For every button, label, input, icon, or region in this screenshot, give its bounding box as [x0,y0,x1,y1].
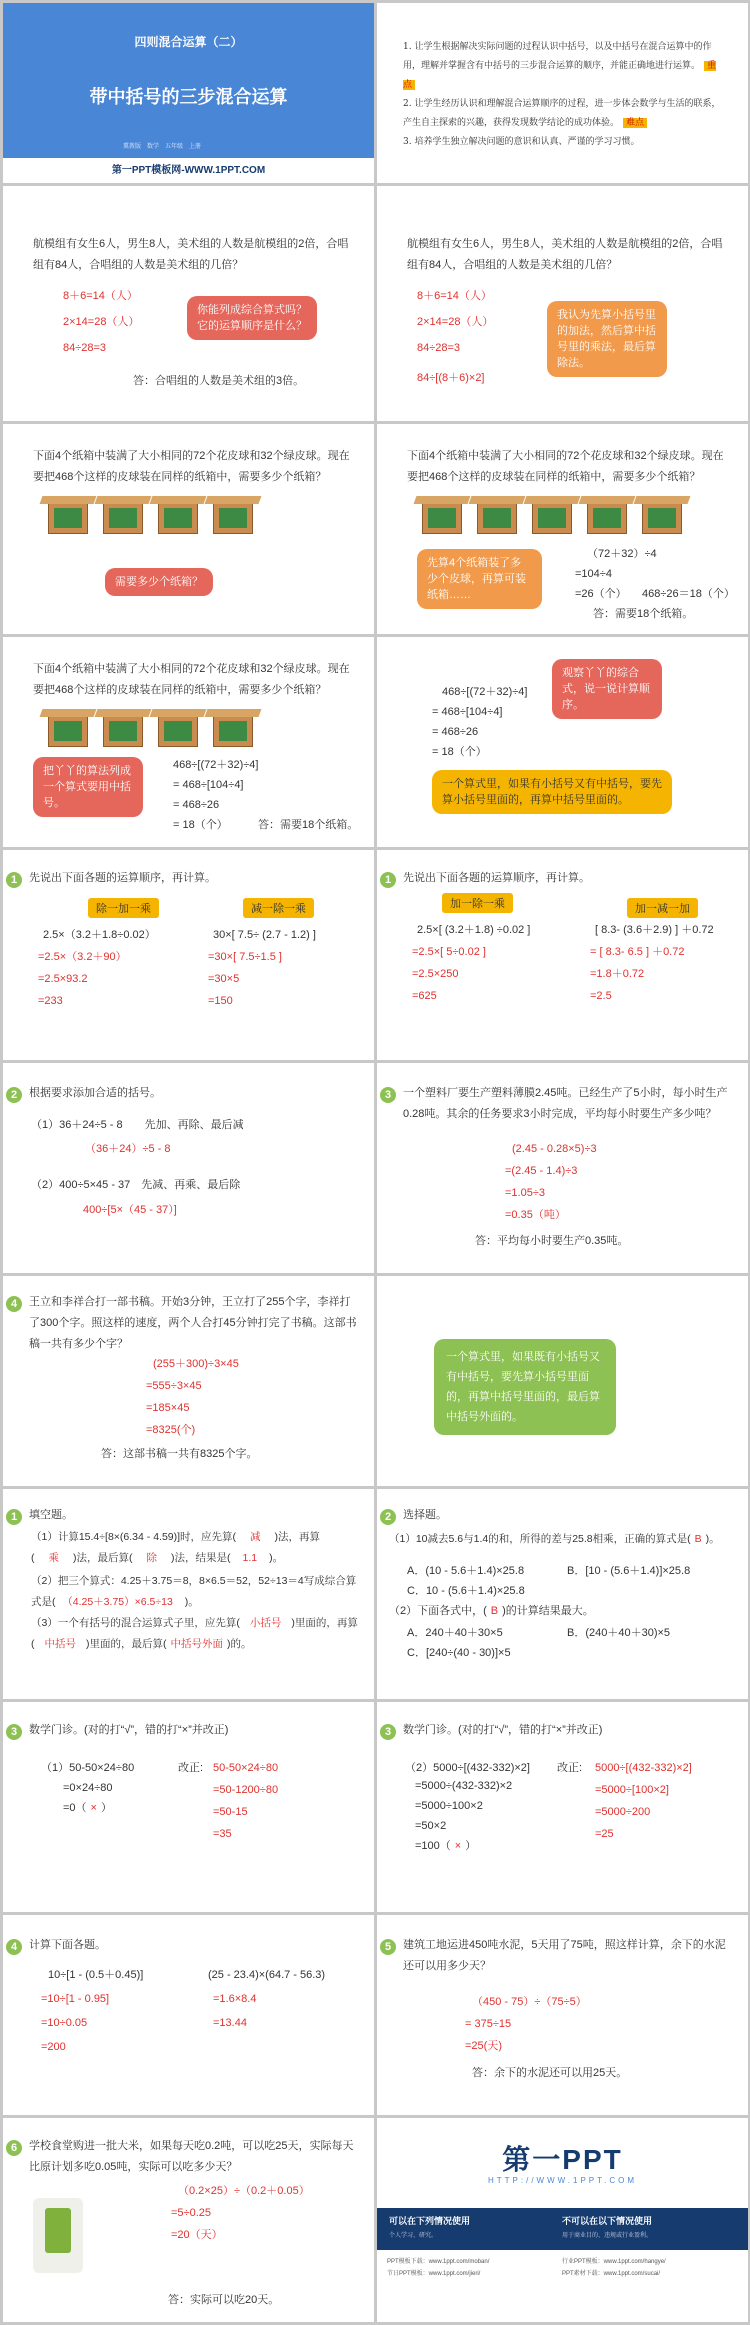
step-3: =26（个） [575,588,627,600]
step-3: =185×45 [146,1402,190,1414]
brand-url[interactable]: HTTP://WWW.1PPT.COM [488,2176,637,2185]
link-1[interactable]: PPT模板下载：www.1ppt.com/moban/ [387,2259,490,2265]
problem-text: 航模组有女生6人，男生8人，美术组的人数是航模组的2倍，合唱组有84人，合唱组的人数是美术组的几倍？ [33,238,349,271]
expr-b-step: =1.6×8.4 [213,1993,257,2005]
answer-text: 答：平均每小时要生产0.35吨。 [475,1235,629,1247]
expr-a-step: =10÷0.05 [41,2017,88,2029]
wrong-step: =5000÷(432-332)×2 [415,1780,513,1792]
option-b[interactable]: B．[10 - (5.6＋1.4)]×25.8 [567,1565,691,1577]
step-4: = 18（个） [173,819,228,831]
step-1: （0.2×25）÷（0.2＋0.05） [178,2185,310,2197]
step-3: =20（天） [171,2229,223,2241]
subtitle-top: 四则混合运算（二） [134,35,243,49]
item-1: （1）36＋24÷5 - 8 先加、再除、最后减 [31,1119,244,1131]
step-1: 8＋6=14（人） [63,290,138,302]
option-a[interactable]: A．240＋40＋30×5 [407,1627,503,1639]
exercise1b-slide [377,850,748,1060]
quiz-fill-slide [3,1489,374,1699]
step-2: = 375÷15 [465,2018,512,2030]
title-slide [3,3,374,183]
exercise-number: 3 [380,1724,396,1740]
box-image [422,502,462,534]
expr-a-step: =2.5×[ 5÷0.02 ] [412,946,486,958]
exercise-number: 3 [6,1724,22,1740]
option-a[interactable]: A．(10 - 5.6＋1.4)×25.8 [407,1565,525,1577]
box-image [642,502,682,534]
step-2: =104÷4 [575,568,612,580]
exercise1-slide [3,850,374,1060]
box-image [48,715,88,747]
expr-b-step: =30×[ 7.5÷1.5 ] [208,951,282,963]
difficulty-badge: 难点 [623,118,647,128]
expr-b-step: =30×5 [208,973,240,985]
step-3: =1.05÷3 [505,1187,545,1199]
wrong-step: =0×24÷80 [63,1782,113,1794]
box-image [158,715,198,747]
exercise-question: 先说出下面各题的运算顺序，再计算。 [29,872,216,884]
step-2: = 468÷[104÷4] [432,706,503,718]
objective-3: 3. 培养学生独立解决问题的意识和认真、严谨的学习习惯。 [403,137,640,147]
expr-b-result: =150 [208,995,233,1007]
fix-step: =5000÷200 [595,1806,651,1818]
allowed-item: 个人学习、研究。 [389,2233,438,2239]
expr-a-result: =200 [41,2041,66,2053]
forbidden-item: 用于商业目的、违规或行业盈利。 [562,2233,653,2239]
step-1: 468÷[(72＋32)÷4] [442,686,528,698]
exercise4b-slide [3,1915,374,2115]
problem2-slide [3,424,374,634]
exercise3-slide [377,1063,748,1273]
exercise-number: 1 [380,872,396,888]
exercise-question: 先说出下面各题的运算顺序，再计算。 [403,872,590,884]
order-tag: 减一除一乘 [243,898,314,918]
expr-a-result: =625 [412,990,437,1002]
fill-item-3: （3）一个有括号的混合运算式子里，应先算( 小括号 )里面的，再算( 中括号 )里面的，最后算( 中括号外面 )的。 [31,1617,358,1650]
step-3: 84÷28=3 [417,342,461,354]
option-c[interactable]: C．10 - (5.6＋1.4)×25.8 [407,1585,525,1597]
box-image [48,502,88,534]
box-image [213,502,253,534]
option-b[interactable]: B．(240＋40＋30)×5 [567,1627,671,1639]
exercise-number: 1 [6,872,22,888]
key-point-badge: 重点 [403,61,717,90]
hint-bubble: 把丫丫的算法列成一个算式要用中括号。 [33,757,143,817]
end-slide [377,2118,748,2322]
exercise-question: 数学门诊。(对的打“√”，错的打“×”并改正) [403,1724,603,1736]
exercise-number: 3 [380,1087,396,1103]
box-image [103,502,143,534]
step-2: =5÷0.25 [171,2207,211,2219]
brand-logo: 第一PPT [502,2144,623,2175]
site-banner[interactable]: 第一PPT模板网-WWW.1PPT.COM [3,158,374,183]
exercise-number: 4 [6,1939,22,1955]
exercise-question: 建筑工地运进450吨水泥，5天用了75吨，照这样计算，余下的水泥还可以用多少天？ [403,1939,726,1972]
step-3: 84÷28=3 [63,342,107,354]
slide-meta: 冀教版 数学 五年级 上册 [123,144,202,150]
exercise-question: 学校食堂购进一批大米，如果每天吃0.2吨，可以吃25天，实际每天比原计划多吃0.05吨，实际可以吃多少天？ [29,2140,354,2173]
objectives-slide [377,3,748,183]
explain-bubble: 我认为先算小括号里的加法，然后算中括号里的乘法，最后算除法。 [547,301,667,377]
expr-a: 2.5×[ (3.2＋1.8) ÷0.02 ] [417,924,531,936]
order-tag: 加一减一加 [627,898,698,918]
step-3: = 468÷26 [173,799,220,811]
expr-b-step: =1.8＋0.72 [590,968,645,980]
quiz-choice-slide [377,1489,748,1699]
fill-item-1: （1）计算15.4÷[8×(6.34 - 4.59)]时，应先算( 减 )法，再算( 乘 )法，最后算( 除 )法，结果是( 1.1 )。 [31,1531,321,1564]
answer-text: 答：这部书稿一共有8325个字。 [101,1448,258,1460]
step-1: (255＋300)÷3×45 [153,1358,239,1370]
step-3: = 468÷26 [432,726,479,738]
fix-result: =25 [595,1828,614,1840]
exercise-number: 1 [6,1509,22,1525]
exercise2-slide [3,1063,374,1273]
problem-text: 下面4个纸箱中装满了大小相同的72个花皮球和32个绿皮球。现在要把468个这样的皮球装在同样的纸箱中，需要多少个纸箱？ [33,450,350,483]
exercise-question: 一个塑料厂要生产塑料薄膜2.45吨。已经生产了5小时，每小时生产0.28吨。其余的任务要求3小时完成，平均每小时要生产多少吨？ [403,1087,728,1120]
rice-bag-image [33,2198,83,2273]
exercise-number: 6 [6,2140,22,2156]
license-panel [377,2208,748,2322]
problem1-solution-slide [377,186,748,421]
question-bubble: 需要多少个纸箱？ [105,568,213,596]
wrong-step: =5000÷100×2 [415,1800,483,1812]
fix-step: =50-15 [213,1806,248,1818]
exercise-question: 计算下面各题。 [29,1939,106,1951]
allowed-heading: 可以在下列情况使用 [389,2216,471,2226]
expr-b-result: =13.44 [213,2017,247,2029]
expr-a-step: =2.5×93.2 [38,973,88,985]
expr-a-step: =10÷[1 - 0.95] [41,1993,110,2005]
answer-text: 答：需要18个纸箱。 [258,819,359,831]
expr-b: [ 8.3- (3.6＋2.9) ] ＋0.72 [595,924,714,936]
option-c[interactable]: C．[240÷(40 - 30)]×5 [407,1647,511,1659]
item-2-answer: 400÷[5×（45 - 37）] [83,1204,177,1216]
objective-2: 2. 让学生经历认识和理解混合运算顺序的过程，进一步体会数学与生活的联系，产生自主探索的兴趣，获得发现数学结论的成功体验。 [403,99,721,128]
hint-bubble: 先算4个纸箱装了多少个皮球，再算可装纸箱…… [417,549,542,609]
wrong-expr: （1）50-50×24÷80 [41,1762,135,1774]
step-1: （72＋32）÷4 [587,548,657,560]
fill-item-2: （2）把三个算式：4.25＋3.75＝8，8×6.5＝52，52÷13＝4写成综合算式是( （4.25＋3.75）×6.5÷13 )。 [31,1575,357,1608]
step-1: (2.45 - 0.28×5)÷3 [512,1143,597,1155]
box-image [587,502,627,534]
step-4: 468÷26＝18（个） [642,588,735,600]
exercise-number: 2 [6,1087,22,1103]
exercise5-slide [377,1915,748,2115]
objective-1: 1. 让学生根据解决实际问题的过程认识中括号，以及中括号在混合运算中的作用，理解并掌握含有中括号的三步混合运算的顺序，并能正确地进行运算。 [403,42,712,71]
problem1-slide [3,186,374,421]
exercise-number: 5 [380,1939,396,1955]
answer-text: 答：合唱组的人数是美术组的3倍。 [133,375,305,387]
fix-step: 50-50×24÷80 [213,1762,279,1774]
step-2: 2×14=28（人） [417,316,494,328]
link-4[interactable]: PPT素材下载：www.1ppt.com/sucai/ [562,2271,661,2277]
expr-b: 30×[ 7.5÷ (2.7 - 1.2) ] [213,929,316,941]
step-4: = 18（个） [432,746,487,758]
order-tag: 除一加一乘 [88,898,159,918]
exercise-number: 4 [6,1296,22,1312]
choice-question-1: （1）10减去5.6与1.4的和，所得的差与25.8相乘，正确的算式是( B )。 [389,1533,720,1545]
exercise-question: 根据要求添加合适的括号。 [29,1087,161,1099]
problem-text: 航模组有女生6人，男生8人，美术组的人数是航模组的2倍，合唱组有84人，合唱组的人数是美术组的几倍？ [407,238,723,271]
expr-a-step: =2.5×250 [412,968,459,980]
step-4: =8325(个) [146,1424,196,1436]
exercise-question: 填空题。 [29,1509,73,1521]
wrong-expr: （2）5000÷[(432-332)×2] [405,1762,530,1774]
expr-a-result: =233 [38,995,63,1007]
summary-slide [377,1276,748,1486]
wrong-step: =50×2 [415,1820,447,1832]
rule-bubble: 一个算式里，如果既有小括号又有中括号，要先算小括号里面的，再算中括号里面的，最后算中括号外面的。 [434,1339,616,1435]
exercise4-slide [3,1276,374,1486]
exercise-number: 2 [380,1509,396,1525]
box-image [103,715,143,747]
expr-a: 10÷[1 - (0.5＋0.45)] [48,1969,144,1981]
answer-text: 答：余下的水泥还可以用25天。 [472,2067,628,2079]
item-2: （2）400÷5×45 - 37 先减、再乘、最后除 [31,1179,241,1191]
step-2: =555÷3×45 [146,1380,202,1392]
step-2: = 468÷[104÷4] [173,779,244,791]
fix-result: =35 [213,1828,232,1840]
order-summary-slide [377,637,748,847]
forbidden-heading: 不可以在以下情况使用 [562,2216,653,2226]
expr-b-step: = [ 8.3- 6.5 ] ＋0.72 [590,946,685,958]
fix-step: =50-1200÷80 [213,1784,279,1796]
box-image [477,502,517,534]
wrong-result: =0（ × ） [63,1802,112,1814]
step-2: =(2.45 - 1.4)÷3 [505,1165,578,1177]
order-tag: 加一除一乘 [442,893,513,913]
link-3[interactable]: 节日PPT模板：www.1ppt.com/jieri/ [387,2271,481,2277]
step-1: （450 - 75）÷（75÷5） [472,1996,587,2008]
fix-label: 改正: [178,1762,204,1774]
observe-bubble: 观察丫丫的综合式，说一说计算顺序。 [552,659,662,719]
step-2: 2×14=28（人） [63,316,140,328]
exercise6-slide [3,2118,374,2322]
question-bubble: 你能列成综合算式吗？它的运算顺序是什么？ [187,296,317,340]
slide-title: 带中括号的三步混合运算 [89,87,288,107]
exercise-question: 选择题。 [403,1509,447,1521]
step-1: 468÷[(72＋32)÷4] [173,759,259,771]
box-image [158,502,198,534]
problem2-step-slide [377,424,748,634]
box-image [532,502,572,534]
clinic-slide [3,1702,374,1912]
answer-text: 答：实际可以吃20天。 [168,2294,280,2306]
exercise-question: 数学门诊。(对的打“√”，错的打“×”并改正) [29,1724,229,1736]
expr-b: (25 - 23.4)×(64.7 - 56.3) [208,1969,326,1981]
problem-text: 下面4个纸箱中装满了大小相同的72个花皮球和32个绿皮球。现在要把468个这样的皮球装在同样的纸箱中，需要多少个纸箱？ [407,450,724,483]
problem-text: 下面4个纸箱中装满了大小相同的72个花皮球和32个绿皮球。现在要把468个这样的皮球装在同样的纸箱中，需要多少个纸箱？ [33,663,350,696]
fix-step: 5000÷[(432-332)×2] [595,1762,692,1774]
wrong-result: =100（ × ） [415,1840,477,1852]
expr-a-step: =2.5×（3.2＋90） [38,951,127,963]
link-2[interactable]: 行业PPT模板：www.1ppt.com/hangye/ [562,2259,666,2265]
expr-a: 2.5×（3.2＋1.8÷0.02） [43,929,156,941]
step-4: =0.35（吨） [505,1209,566,1221]
link-area [377,2250,748,2322]
step-3: =25(天) [465,2040,502,2052]
fix-step: =5000÷[100×2] [595,1784,669,1796]
clinic2-slide [377,1702,748,1912]
box-image [213,715,253,747]
rule-bubble: 一个算式里，如果有小括号又有中括号，要先算小括号里面的，再算中括号里面的。 [432,770,672,814]
combined-formula: 84÷[(8＋6)×2] [417,372,485,384]
choice-question-2: （2）下面各式中，( B )的计算结果最大。 [389,1605,594,1617]
step-1: 8＋6=14（人） [417,290,492,302]
answer-text: 答：需要18个纸箱。 [593,608,694,620]
exercise-question: 王立和李祥合打一部书稿。开始3分钟，王立打了255个字，李祥打了300个字。照这样的速度，两个人合打45分钟打完了书稿。这部书稿一共有多少个字？ [29,1296,357,1350]
problem2-formula-slide [3,637,374,847]
expr-b-result: =2.5 [590,990,612,1002]
item-1-answer: （36＋24）÷5 - 8 [85,1143,171,1155]
fix-label: 改正: [557,1762,583,1774]
